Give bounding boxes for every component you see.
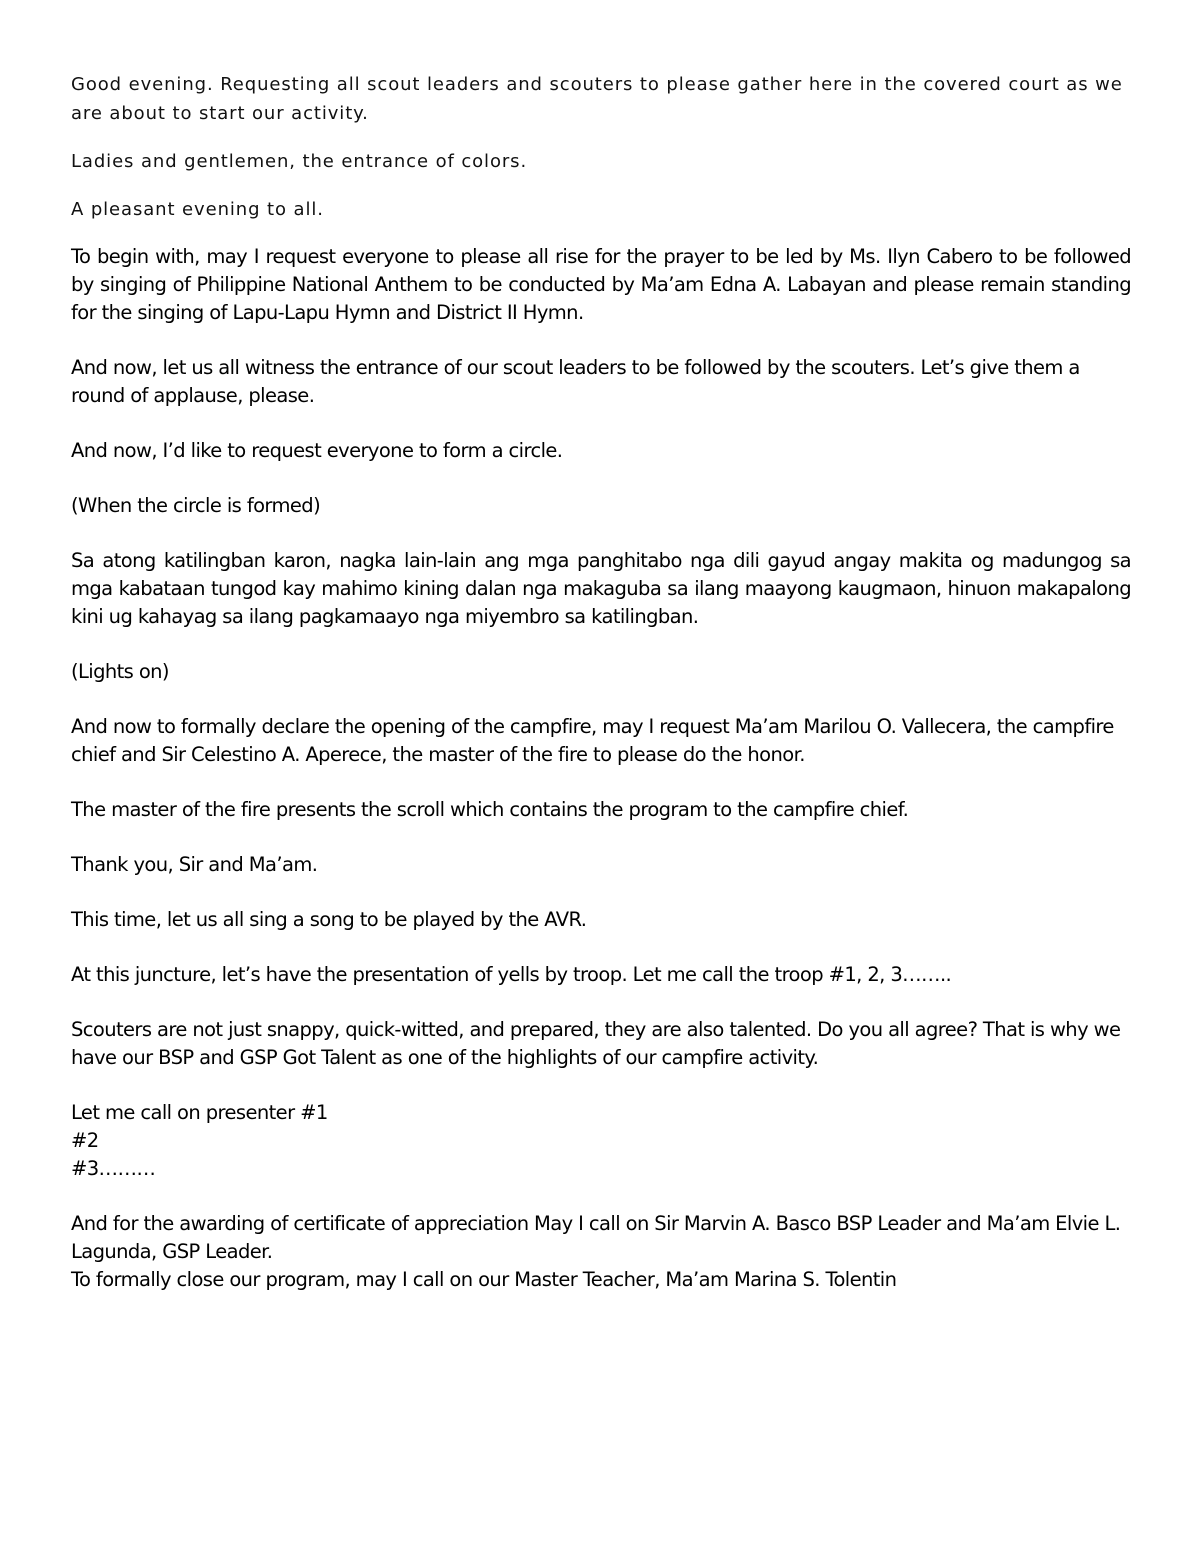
paragraph-scroll-presentation: The master of the fire presents the scroll which contains the program to the campfire chief. (71, 798, 909, 821)
paragraph-cebuano-message: Sa atong katilingban karon, nagka lain-lain ang mga panghitabo nga dili gayud angay makita og madungog sa mga kabataan tungod kay mahimo kining dalan nga makaguba sa ilang maayong kaugmaon, hinuon makapalong kini ug kahayag sa ilang pagkamaayo nga miyembro sa katilingban. (71, 549, 1131, 628)
paragraph-got-talent: Scouters are not just snappy, quick-witted, and prepared, they are also talented. Do you all agree? That is why we have our BSP and GSP Got Talent as one of the highlights of our campfire activity. (71, 1018, 1121, 1069)
paragraph-yells-by-troop: At this juncture, let’s have the presentation of yells by troop. Let me call the troop #1, 2, 3…….. (71, 963, 952, 986)
paragraph-thank-you: Thank you, Sir and Ma’am. (71, 853, 318, 876)
paragraph-awarding-certificates: And for the awarding of certificate of appreciation May I call on Sir Marvin A. Basco BSP Leader and Ma’am Elvie L. Lagunda, GSP Leader. (71, 1212, 1121, 1263)
paragraph-entrance-of-colors: Ladies and gentlemen, the entrance of colors. (71, 151, 528, 172)
presenter-line-2: #2 (71, 1129, 99, 1152)
paragraph-song-avr: This time, let us all sing a song to be played by the AVR. (71, 908, 587, 931)
paragraph-campfire-opening: And now to formally declare the opening of the campfire, may I request Ma’am Marilou O. Vallecera, the campfire chief and Sir Celestino A. Aperece, the master of the fire to please do the honor. (71, 715, 1114, 766)
paragraph-lights-on-note: (Lights on) (71, 660, 169, 683)
presenter-line-1: Let me call on presenter #1 (71, 1101, 328, 1124)
paragraph-prayer-and-anthem: To begin with, may I request everyone to please all rise for the prayer to be led by Ms. Ilyn Cabero to be followed by singing of Philippine National Anthem to be conducted by Ma’am Edna A. Labayan and please remain standing for the singing of Lapu-Lapu Hymn and District II Hymn. (71, 245, 1131, 324)
paragraph-pleasant-evening: A pleasant evening to all. (71, 199, 324, 220)
paragraph-circle-formed-note: (When the circle is formed) (71, 494, 321, 517)
paragraph-form-circle: And now, I’d like to request everyone to form a circle. (71, 439, 563, 462)
paragraph-gathering-call: Good evening. Requesting all scout leaders and scouters to please gather here in the covered court as we are about to start our activity. (71, 74, 1123, 124)
paragraph-entrance-of-leaders: And now, let us all witness the entrance of our scout leaders to be followed by the scouters. Let’s give them a round of applause, please. (71, 356, 1080, 407)
document-page (71, 70, 1131, 1294)
paragraph-closing-program: To formally close our program, may I call on our Master Teacher, Ma’am Marina S. Tolentin (71, 1268, 897, 1291)
paragraph-presenters-list (71, 1099, 1131, 1183)
presenter-line-3: #3……… (71, 1157, 156, 1180)
